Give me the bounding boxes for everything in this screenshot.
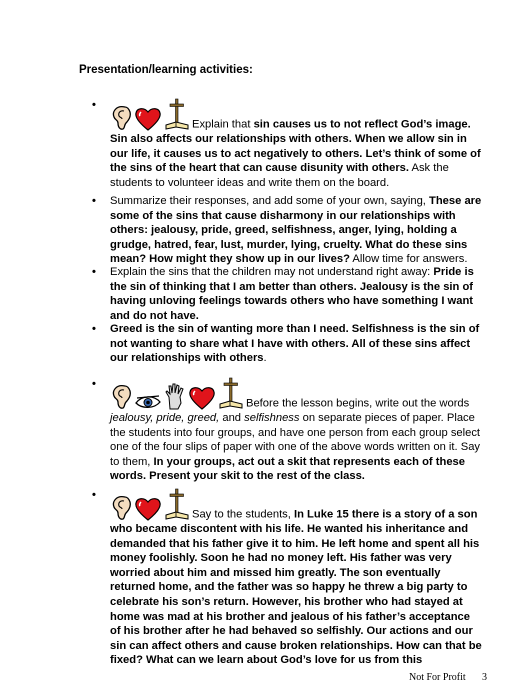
text-run: Allow time for answers. <box>349 253 468 266</box>
heart-icon <box>134 496 162 522</box>
item-text <box>110 265 482 323</box>
item-text <box>110 98 482 190</box>
text-run: sin causes us to not reflect God’s image. Sin also affects our relationships with others. When we allow sin in our life, it causes us to act negatively to others. Let’s think of some of the sins of the heart that can cause disunity with others. <box>110 118 481 175</box>
heart-icon <box>134 106 162 132</box>
section-heading: Presentation/learning activities: <box>79 64 253 76</box>
list-item <box>92 322 482 366</box>
text-run: jealousy, pride, greed, <box>110 412 220 424</box>
item-text <box>110 377 482 484</box>
bullet: • <box>92 378 96 390</box>
item-text <box>110 194 482 267</box>
text-run: and <box>219 412 245 424</box>
hand-icon <box>164 383 186 411</box>
text-run: Explain the sins that the children may not understand right away: <box>110 266 434 278</box>
bullet: • <box>92 195 96 207</box>
list-item <box>92 98 482 190</box>
text-run: Pride is the sin of thinking that I am better than others. Jealousy is the sin of having unloving feelings towards others who have something I want and do not have. <box>110 266 474 322</box>
icon-group <box>110 488 190 522</box>
heart-icon <box>188 385 216 411</box>
text-run: selfishness <box>244 412 300 424</box>
bullet: • <box>92 323 96 335</box>
eye-icon <box>134 393 162 411</box>
text-run: Say to the students, <box>192 508 294 521</box>
text-run: Summarize their responses, and add some of your own, saying, <box>110 195 430 207</box>
ear-icon <box>110 494 132 522</box>
cross-bible-icon <box>164 98 190 132</box>
text-run: In your groups, act out a skit that represents each of these words. Present your skit to the rest of the class. <box>110 455 465 483</box>
text-run: In Luke 15 there is a story of a son who became discontent with his life. He wanted his inheritance and demanded that his father give it to him. He left home and spent all his money foolishly. Soon he had no money left. His father was very worried about him and missed him greatly. The son eventually returned home, and the father was so happy he threw a big party to celebrate his son’s return. However, his brother who had stayed at home was mad at his brother and jealous of his father’s acceptance of his brother after he had behaved so selfishly. Our actions and our sin can affect others and cause broken relationships. How can that be fixed? What can we learn about God’s love for us from this <box>110 508 482 667</box>
footer-text: Not For Profit <box>409 672 466 683</box>
text-run: on separate pieces of paper. Place the students into four groups, and have one person from each group select one of the four slips of paper with one of the above words written on it. Say to them, <box>110 412 481 468</box>
list-item <box>92 488 482 668</box>
ear-icon <box>110 383 132 411</box>
text-run: These are some of the sins that cause disharmony in our relationships with others: jealousy, pride, greed, selfishness, anger, lying, holding a grudge, hatred, fear, lust, murder, lying, cruelty. What do these sins mean? How might they show up in our lives? <box>110 195 482 266</box>
item-text <box>110 322 482 366</box>
item-text <box>110 488 482 668</box>
list-item <box>92 194 482 267</box>
bullet: • <box>92 99 96 111</box>
cross-bible-icon <box>218 377 244 411</box>
text-run: Greed is the sin of wanting more than I need. Selfishness is the sin of not wanting to share what I have with others. All of these sins affect our relationships with others <box>110 323 480 365</box>
icon-group <box>110 98 190 132</box>
text-run: Before the lesson begins, write out the words <box>246 397 470 410</box>
page-number: 3 <box>482 672 487 683</box>
list-item <box>92 377 482 484</box>
text-run: Ask the students to volunteer ideas and write them on the board. <box>110 162 449 189</box>
list-item <box>92 265 482 323</box>
text-run: Explain that <box>192 118 254 131</box>
bullet: • <box>92 489 96 501</box>
bullet: • <box>92 266 96 278</box>
icon-group <box>110 377 244 411</box>
cross-bible-icon <box>164 488 190 522</box>
text-run: . <box>263 352 267 365</box>
ear-icon <box>110 104 132 132</box>
